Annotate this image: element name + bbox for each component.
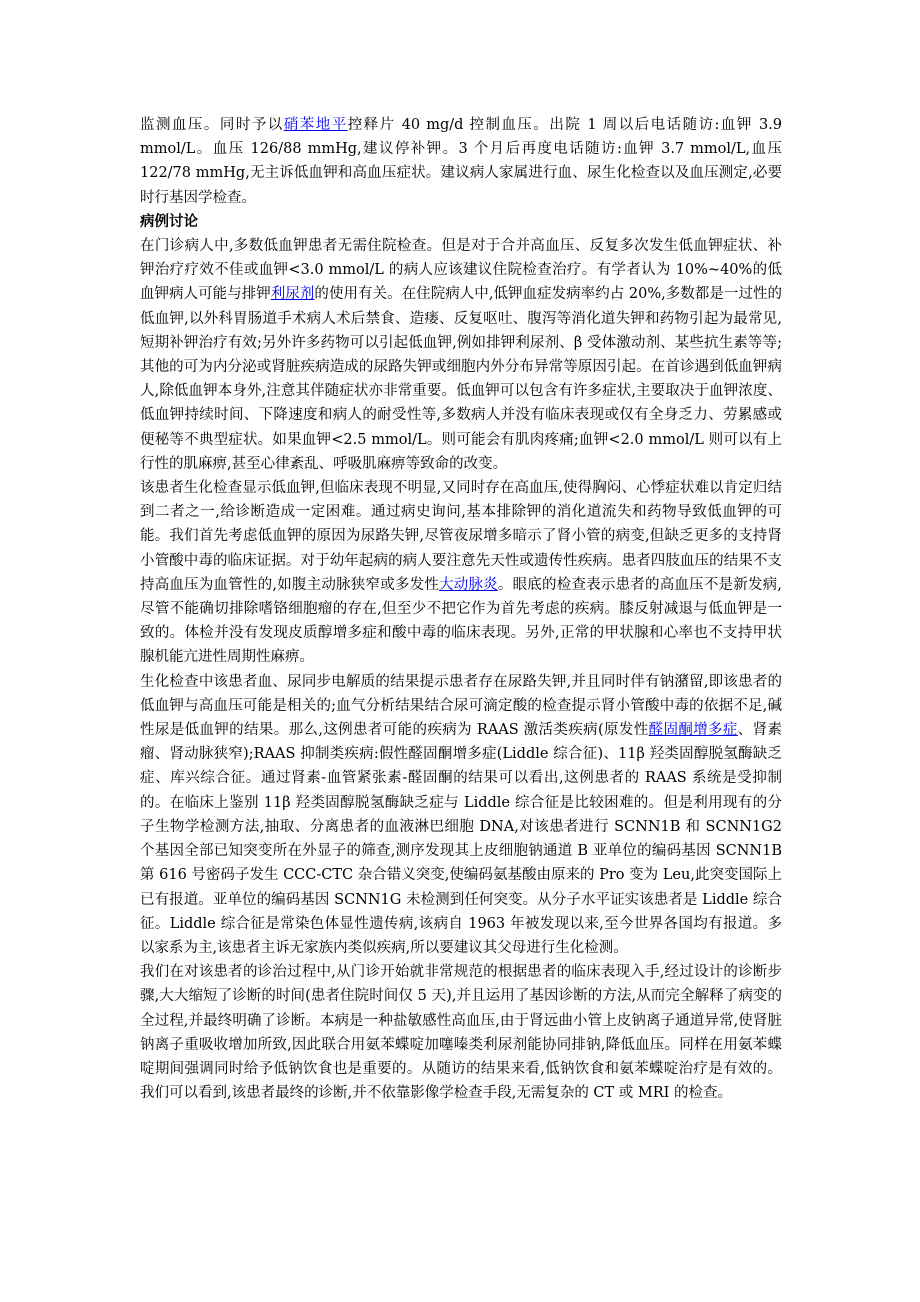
link-aldosteronism[interactable]: 醛固酮增多症 bbox=[648, 722, 738, 739]
paragraph-differential bbox=[140, 476, 782, 670]
link-diuretic[interactable]: 利尿剂 bbox=[270, 286, 315, 303]
document-body bbox=[140, 113, 782, 1105]
paragraph-text: 在门诊病人中,多数低血钾患者无需住院检查。但是对于合并高血压、反复多次发生低血钾症状、补钾治疗疗效不佳或血钾<3.0 mmol/L 的病人应该建议住院检查治疗。有学者认为 10%~40%的低血钾病人可能与排钾 bbox=[140, 238, 782, 303]
section-heading: 病例讨论 bbox=[140, 212, 198, 230]
paragraph-text: 该患者生化检查显示低血钾,但临床表现不明显,又同时存在高血压,使得胸闷、心悸症状难以肯定归结到二者之一,给诊断造成一定困难。通过病史询问,基本排除钾的消化道流失和药物导致低血钾的可能。我们首先考虑低血钾的原因为尿路失钾,尽管夜尿增多暗示了肾小管的病变,但缺乏更多的支持肾小管酸中毒的临床证据。对于幼年起病的病人要注意先天性或遗传性疾病。患者四肢血压的结果不支持高血压为血管性的,如腹主动脉狭窄或多发性 bbox=[140, 480, 782, 593]
link-nifedipine[interactable]: 硝苯地平 bbox=[283, 117, 348, 133]
paragraph-hypokalemia bbox=[140, 234, 782, 476]
paragraph-text: 、肾素瘤、肾动脉狭窄);RAAS 抑制类疾病:假性醛固酮增多症(Liddle 综合征)、11β 羟类固醇脱氢酶缺乏症、库兴综合征。通过肾素-血管紧张素-醛固酮的结果可以看出,这例患者的 RAAS 系统是受抑制的。在临床上鉴别 11β 羟类固醇脱氢酶缺乏症与 Liddle 综合征是比较困难的。但是利用现有的分子生物学检测方法,抽取、分离患者的血液淋巴细胞 DNA,对该患者进行 SCNN1B 和 SCNN1G2 个基因全部已知突变所在外显子的筛查,测序发现其上皮细胞钠通道 B 亚单位的编码基因 SCNN1B 第 616 号密码子发生 CCC-CTC 杂合错义突变,使编码氨基酸由原来的 Pro 变为 Leu,此突变国际上已有报道。亚单位的编码基因 SCNN1G 未检测到任何突变。从分子水平证实该患者是 Liddle 综合征。Liddle 综合征是常染色体显性遗传病,该病自 1963 年被发现以来,至今世界各国均有报道。多以家系为主,该患者主诉无家族内类似疾病,所以要建议其父母进行生化检测。 bbox=[140, 722, 783, 956]
paragraph-text: 生化检查中该患者血、尿同步电解质的结果提示患者存在尿路失钾,并且同时伴有钠潴留,即该患者的低血钾与高血压可能是相关的;血气分析结果结合尿可滴定酸的检查提示肾小管酸中毒的依据不足,碱性尿是低血钾的结果。那么,这例患者可能的疾病为 RAAS 激活类疾病(原发性 bbox=[140, 673, 782, 739]
paragraph-text: 的使用有关。在住院病人中,低钾血症发病率约占 20%,多数都是一过性的低血钾,以外科胃肠道手术病人术后禁食、造瘘、反复呕吐、腹泻等消化道失钾和药物引起为最常见,短期补钾治疗有效;另外许多药物可以引起低血钾,例如排钾利尿剂、β 受体激动剂、某些抗生素等等;其他的可为内分泌或肾脏疾病造成的尿路失钾或细胞内外分布异常等原因引起。在首诊遇到低血钾病人,除低血钾本身外,注意其伴随症状亦非常重要。低血钾可以包含有许多症状,主要取决于血钾浓度、低血钾持续时间、下降速度和病人的耐受性等,多数病人并没有临床表现或仅有全身乏力、劳累感或便秘等不典型症状。如果血钾<2.5 mmol/L。则可能会有肌肉疼痛;血钾<2.0 mmol/L 则可以有上行性的肌麻痹,甚至心律紊乱、呼吸肌麻痹等致命的改变。 bbox=[140, 286, 783, 472]
paragraph-biochemistry bbox=[140, 670, 782, 960]
paragraph-text: 监测血压。同时予以 bbox=[140, 117, 284, 133]
paragraph-conclusion: 我们在对该患者的诊治过程中,从门诊开始就非常规范的根据患者的临床表现入手,经过设计的诊断步骤,大大缩短了诊断的时间(患者住院时间仅 5 天),并且运用了基因诊断的方法,从而完全解释了病变的全过程,并最终明确了诊断。本病是一种盐敏感性高血压,由于肾远曲小管上皮钠离子通道异常,使肾脏钠离子重吸收增加所致,因此联合用氨苯蝶啶加噻嗪类利尿剂能协同排钠,降低血压。同样在用氨苯蝶啶期间强调同时给予低钠饮食也是重要的。从随访的结果来看,低钠饮食和氨苯蝶啶治疗是有效的。我们可以看到,该患者最终的诊断,并不依靠影像学检查手段,无需复杂的 CT 或 MRI 的检查。 bbox=[140, 964, 782, 1102]
link-arteritis[interactable]: 大动脉炎 bbox=[439, 576, 498, 593]
paragraph-followup bbox=[140, 113, 782, 210]
paragraph-text: 。眼底的检查表示患者的高血压不是新发病,尽管不能确切排除嗜铬细胞瘤的存在,但至少不把它作为首先考虑的疾病。膝反射减退与低血钾是一致的。体检并没有发现皮质醇增多症和酸中毒的临床表现。另外,正常的甲状腺和心率也不支持甲状腺机能亢进性周期性麻痹。 bbox=[140, 576, 783, 666]
paragraph-text: 控释片 40 mg/d 控制血压。出院 1 周以后电话随访:血钾 3.9 mmol/L。血压 126/88 mmHg,建议停补钾。3 个月后再度电话随访:血钾 3.7 mmol/L,血压 122/78 mmHg,无主诉低血钾和高血压症状。建议病人家属进行血、尿生化检查以及血压测定,必要时行基因学检查。 bbox=[140, 117, 783, 206]
